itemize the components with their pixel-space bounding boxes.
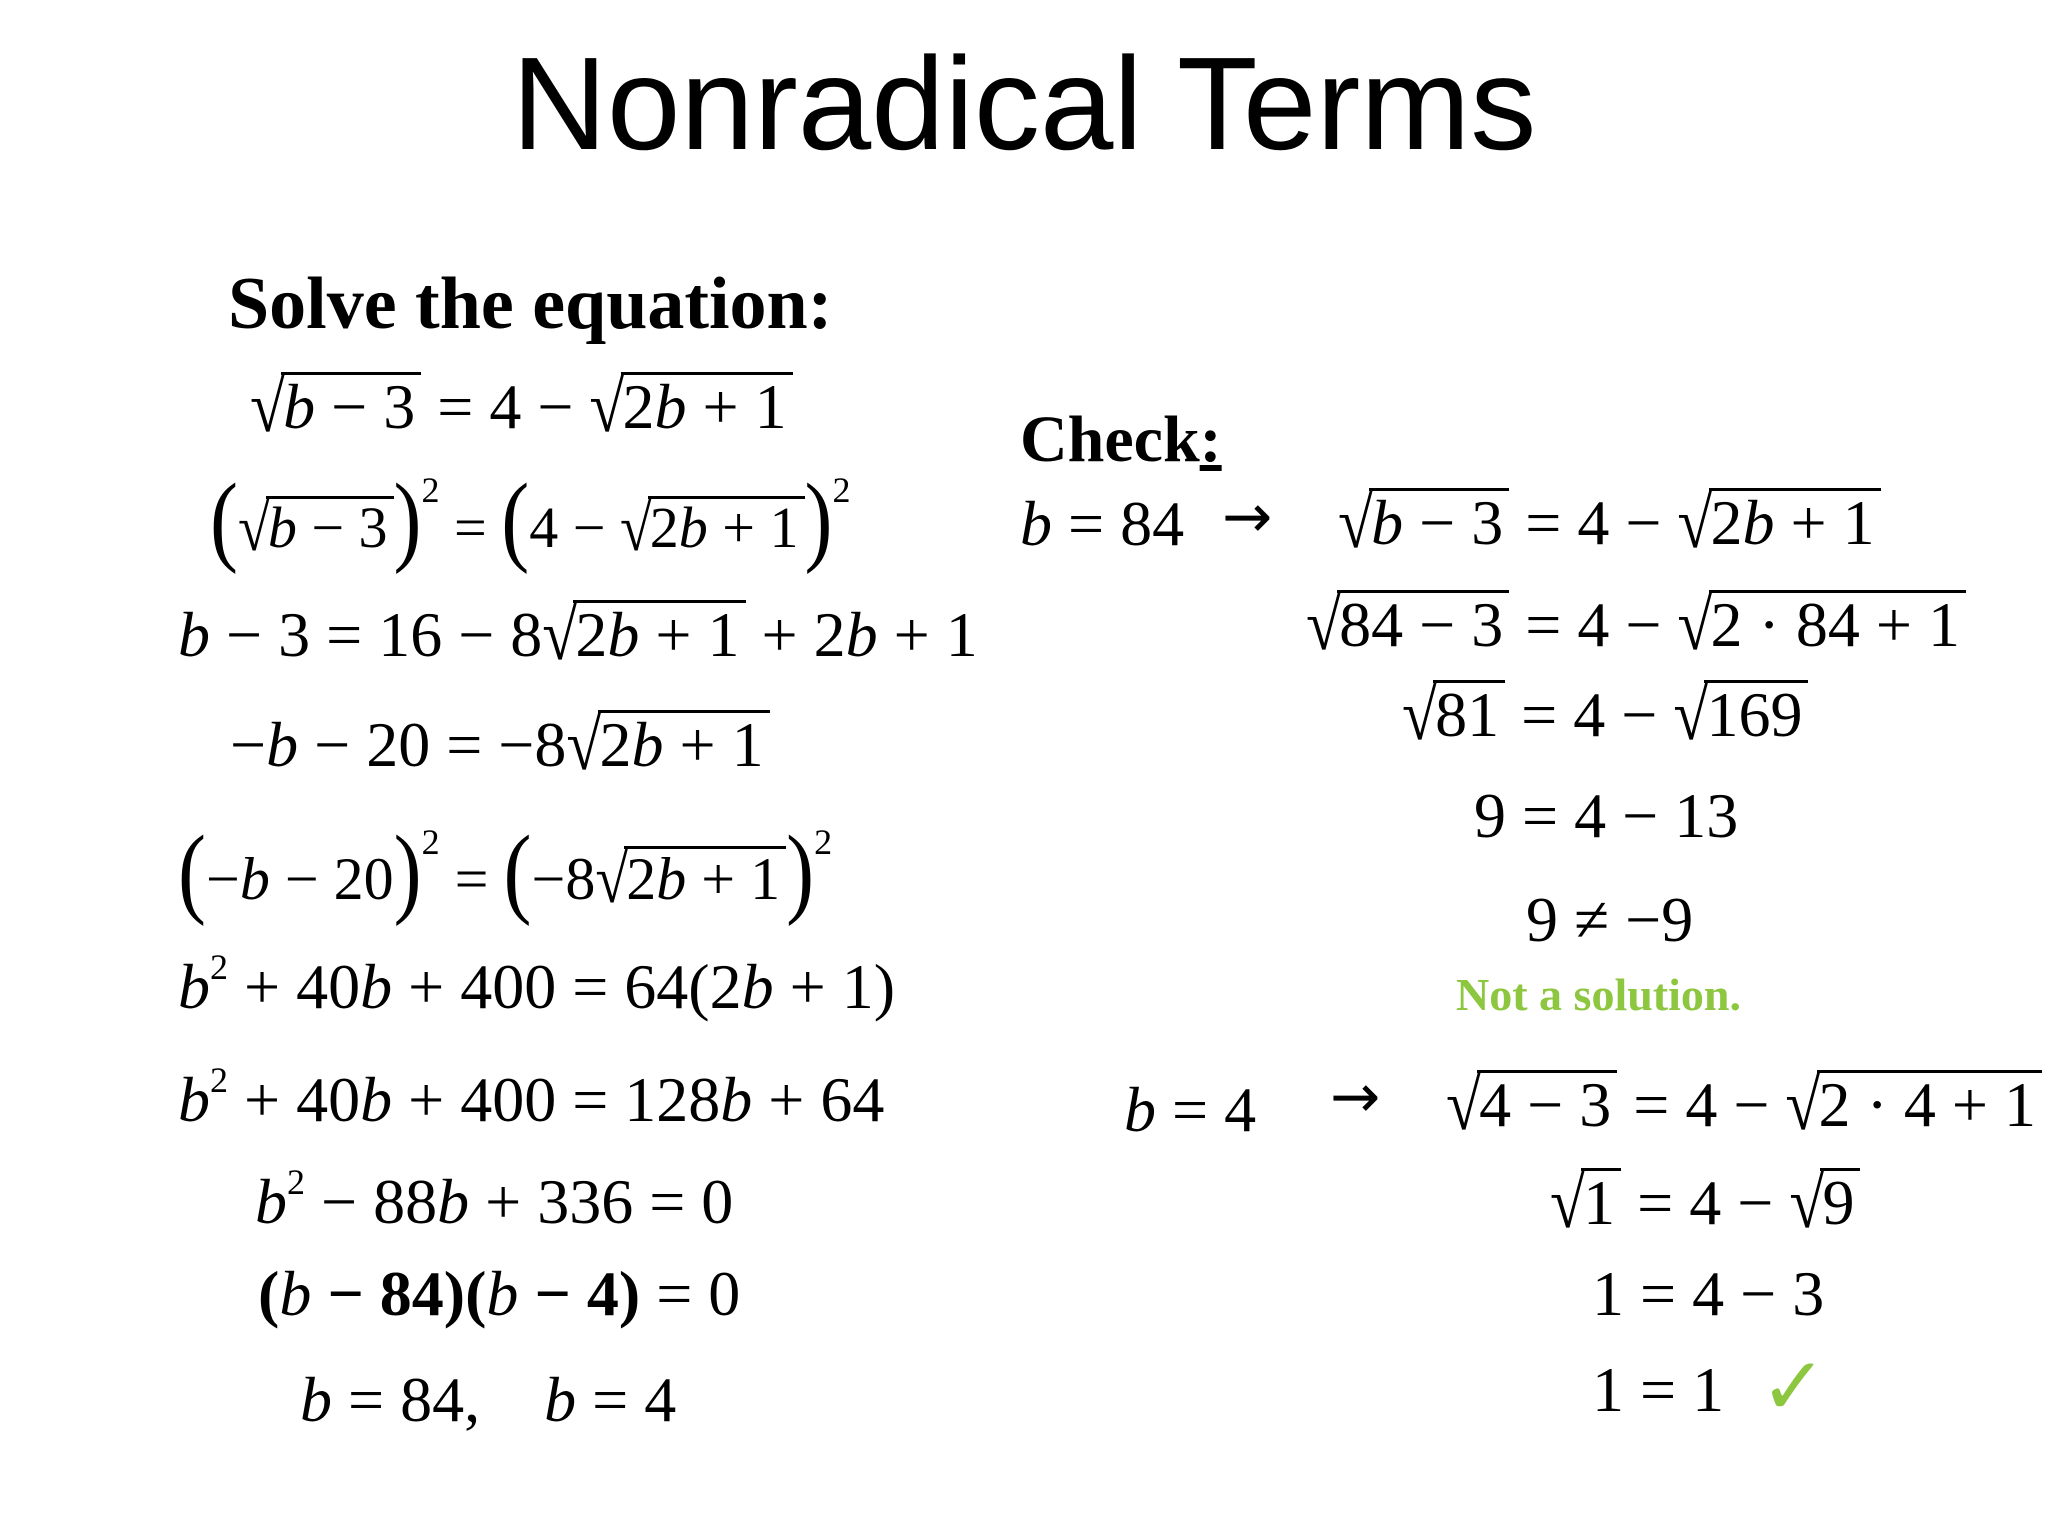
- check-4-line-3: 1 = 4 − 3: [1592, 1258, 1825, 1329]
- checkmark-icon: ✓: [1760, 1340, 1828, 1433]
- slide-title: Nonradical Terms: [511, 30, 1537, 177]
- solve-step-2: $(√b - 3)^2 = (4 - √2b + 1)^2$: [210, 463, 851, 576]
- check-4-line-2: √1 = 4 − √9: [1550, 1168, 1860, 1235]
- solve-step-8: $b^2 - 88b + 336 = 0$: [255, 1162, 734, 1237]
- check-84-line-1: √b − 3 = 4 − √2b + 1: [1338, 488, 1881, 555]
- solve-step-10: b = 84, b = 4: [300, 1364, 677, 1435]
- arrow-icon: →: [1222, 482, 1273, 552]
- check-84-line-5: 9 ≠ −9: [1526, 884, 1694, 955]
- solve-step-1: √b − 3 = 4 − √2b + 1: [250, 372, 793, 439]
- solve-step-3: b − 3 = 16 − 8√2b + 1 + 2b + 1: [178, 593, 978, 676]
- check-4-label: b = 4: [1124, 1074, 1257, 1145]
- arrow-icon: →: [1330, 1062, 1381, 1132]
- check-84-label: b = 84: [1020, 488, 1185, 559]
- check-84-line-2: √84 − 3 = 4 − √2 · 84 + 1: [1306, 590, 1966, 657]
- radical: √b − 3: [250, 372, 421, 439]
- solve-step-9: (b − 84)(b − 4) = 0: [258, 1258, 741, 1329]
- check-84-line-4: 9 = 4 − 13: [1474, 780, 1739, 851]
- check-4-line-4: 1 = 1: [1592, 1354, 1725, 1425]
- check-heading: Check:: [1020, 403, 1222, 476]
- check-84-line-3: √81 = 4 − √169: [1402, 680, 1808, 747]
- check-4-line-1: √4 − 3 = 4 − √2 · 4 + 1: [1446, 1070, 2042, 1137]
- solve-step-7: $b^2 + 40b + 400 = 128b + 64$: [178, 1060, 885, 1135]
- not-a-solution-note: Not a solution.: [1456, 969, 1741, 1020]
- solve-step-5: $(-b - 20)^2 = (-8√2b + 1)^2$: [178, 815, 833, 928]
- solve-step-6: $b^2 + 40b + 400 = 64(2b + 1)$: [178, 947, 895, 1022]
- solve-heading: Solve the equation:: [228, 263, 833, 345]
- solve-step-4: −b − 20 = −8√2b + 1: [230, 710, 770, 777]
- radical: √2b + 1: [589, 372, 792, 439]
